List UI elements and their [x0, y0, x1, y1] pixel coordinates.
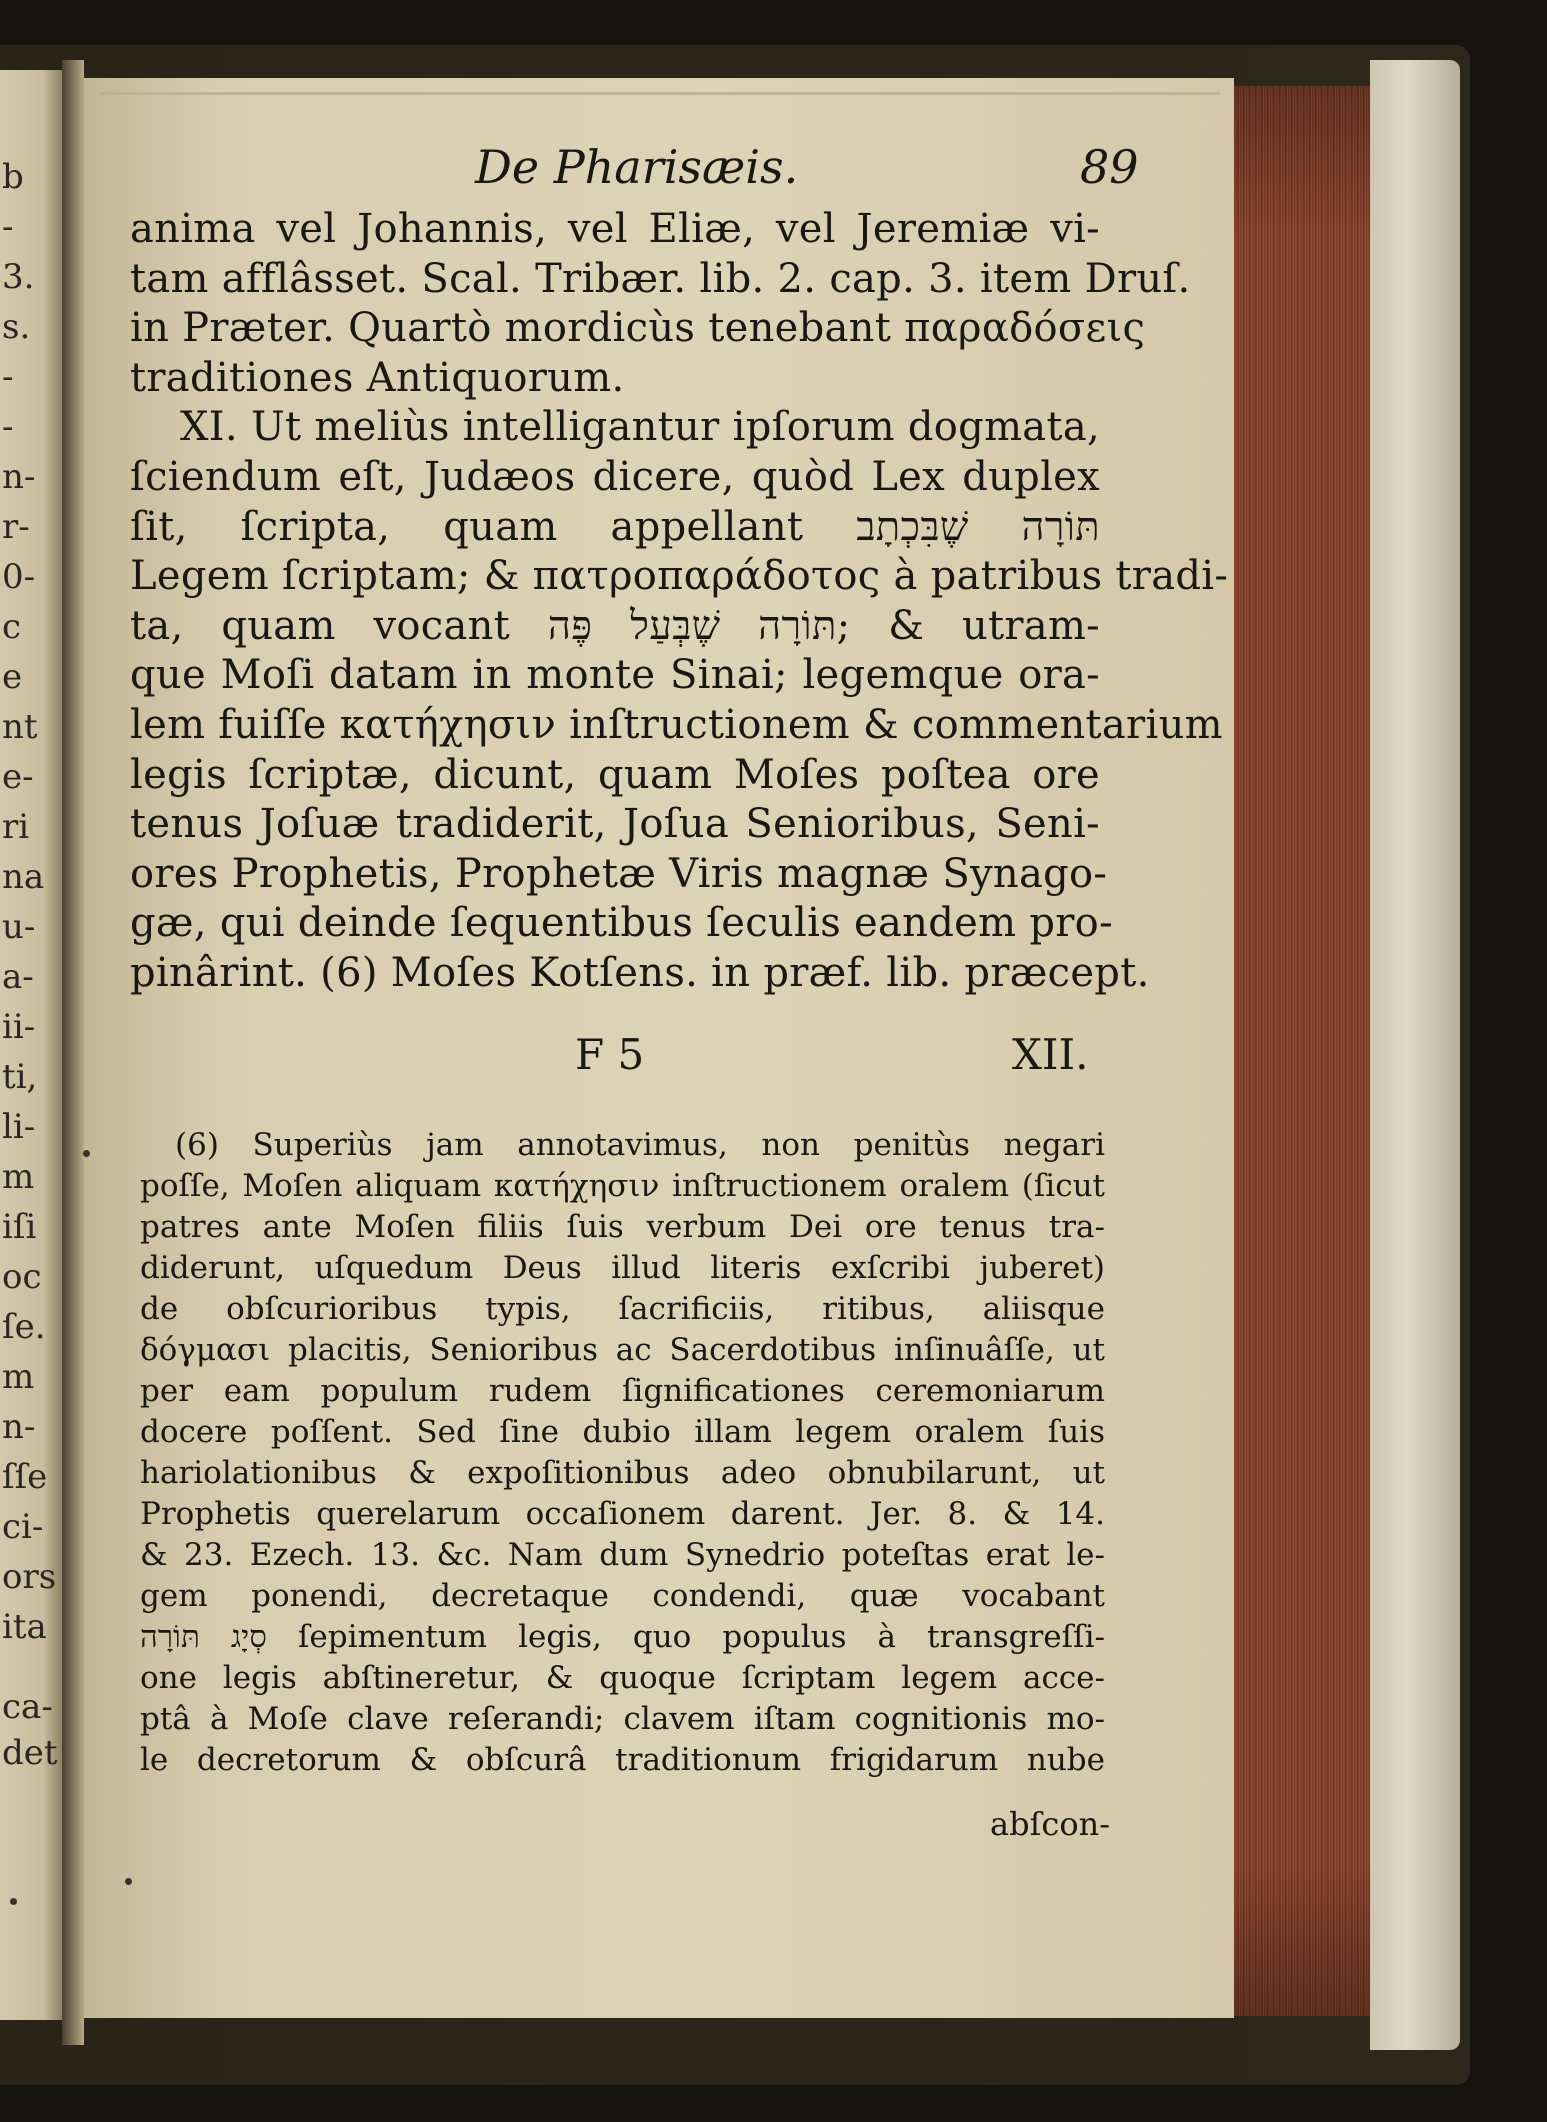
left-page-text-fragment: ſſe — [2, 1457, 48, 1497]
left-page-text-fragment: ci- — [2, 1507, 44, 1547]
running-title: De Pharisæis. — [475, 140, 799, 194]
left-page-text-fragment: oc — [2, 1257, 42, 1297]
book-cover-right — [1370, 60, 1460, 2050]
text-line: XI. Ut meliùs intelligantur ipſorum dogmata, — [180, 404, 1100, 451]
footnote-line: de obſcurioribus typis, ſacrificiis, ritibus, aliisque — [140, 1291, 1105, 1327]
left-page-text-fragment: ri — [2, 807, 30, 847]
text-line: ſit, ſcripta, quam appellant תּוֹרָה שֶׁבִּכְתָב — [130, 503, 1100, 550]
text-line: ores Prophetis, Prophetæ Viris magnæ Synago- — [130, 850, 1108, 897]
signature-mark: F 5 — [575, 1030, 645, 1079]
left-page-text-fragment: r- — [2, 507, 30, 547]
left-page-text-fragment: m — [2, 1357, 35, 1397]
left-page-text-fragment: na — [2, 857, 45, 897]
text-line: pinârint. (6) Moſes Kotſens. in præf. lib. præcept. — [130, 950, 1150, 996]
footnote-line: patres ante Moſen filiis ſuis verbum Dei ore tenus tra- — [140, 1209, 1105, 1245]
footnote-line: poſſe, Moſen aliquam κατήχησιν inſtructionem oralem (ſicut — [140, 1168, 1105, 1204]
left-page-text-fragment: iſi — [2, 1207, 37, 1247]
footnote-line: per eam populum rudem ſignificationes ceremoniarum — [140, 1373, 1105, 1409]
footnote-line: & 23. Ezech. 13. &c. Nam dum Synedrio poteſtas erat le- — [140, 1537, 1105, 1573]
footnote-line: gem ponendi, decretaque condendi, quæ vocabant — [140, 1578, 1105, 1614]
left-page-text-fragment: ii- — [2, 1007, 36, 1047]
ink-speck — [125, 1878, 132, 1885]
text-line: Legem ſcriptam; & πατροπαράδοτος à patribus tradi- — [130, 553, 1229, 600]
left-page-text-fragment: s. — [2, 307, 31, 347]
left-page-text-fragment: e — [2, 657, 23, 697]
footnote-catchword: abſcon- — [990, 1805, 1111, 1843]
catchword: XII. — [1012, 1030, 1089, 1079]
footnote-line: ptâ à Moſe clave reſerandi; clavem iſtam cognitionis mo- — [140, 1701, 1105, 1737]
ink-speck — [83, 1150, 90, 1157]
text-line: tenus Joſuæ tradiderit, Joſua Senioribus, Seni- — [130, 801, 1100, 848]
left-page-text-fragment: n- — [2, 457, 36, 497]
footnote-line: le decretorum & obſcurâ traditionum frigidarum nube — [140, 1742, 1105, 1778]
text-line: traditiones Antiquorum. — [130, 354, 625, 401]
text-line: que Moſi datam in monte Sinai; legemque ora- — [130, 652, 1100, 699]
text-line: ta, quam vocant תּוֹרָה שֶׁבְּעַל פֶּה; & utram- — [130, 602, 1100, 649]
footnote-line: δόγμασι placitis, Senioribus ac Sacerdotibus inſinuâſſe, ut — [140, 1332, 1105, 1368]
left-page-text-fragment: ſe. — [2, 1307, 46, 1347]
footnote-line: (6) Superiùs jam annotavimus, non penitùs negari — [175, 1127, 1105, 1163]
text-line: lem fuiſſe κατήχησιν inſtructionem & commentarium — [130, 702, 1223, 748]
left-page-text-fragment: c — [2, 607, 22, 647]
text-line: tam afflâsset. Scal. Tribær. lib. 2. cap. 3. item Druſ. — [130, 255, 1191, 302]
left-page-text-fragment: u- — [2, 907, 36, 947]
left-page-text-fragment: e- — [2, 757, 34, 797]
left-page-text-fragment: det — [2, 1733, 58, 1773]
page-number: 89 — [1080, 140, 1139, 194]
ink-speck — [10, 1898, 17, 1905]
footnote-line: one legis abſtineretur, & quoque ſcriptam legem acce- — [140, 1660, 1105, 1696]
text-line: ſciendum eſt, Judæos dicere, quòd Lex duplex — [130, 454, 1100, 500]
page-block-shade — [1234, 86, 1370, 2016]
footnote-line: Prophetis querelarum occaſionem darent. Jer. 8. & 14. — [140, 1496, 1105, 1532]
left-page-text-fragment: - — [2, 357, 14, 397]
left-page-text-fragment: ca- — [2, 1687, 53, 1727]
text-line: in Præter. Quartò mordicùs tenebant παραδόσεις — [130, 305, 1146, 352]
footnote-line: docere poſſent. Sed ſine dubio illam legem oralem ſuis — [140, 1414, 1105, 1450]
text-line: gæ, qui deinde ſequentibus ſeculis eandem pro- — [130, 900, 1113, 947]
book-gutter — [62, 60, 84, 2045]
left-page-text-fragment: - — [2, 207, 14, 247]
footnote-line: סְיָג תּוֹרָה ſepimentum legis, quo populus à transgreſſi- — [140, 1619, 1105, 1655]
left-page-edge — [0, 70, 62, 2020]
left-page-text-fragment: ors — [2, 1557, 57, 1597]
footnote-line: diderunt, uſquedum Deus illud literis exſcribi juberet) — [140, 1250, 1105, 1286]
left-page-text-fragment: li- — [2, 1107, 36, 1147]
left-page-text-fragment: 3. — [2, 257, 35, 297]
left-page-text-fragment: b — [2, 157, 24, 197]
footnote-line: hariolationibus & expoſitionibus adeo obnubilarunt, ut — [140, 1455, 1105, 1491]
left-page-text-fragment: ti, — [2, 1057, 38, 1097]
left-page-text-fragment: 0- — [2, 557, 36, 597]
text-line: legis ſcriptæ, dicunt, quam Moſes poſtea ore — [130, 751, 1100, 798]
left-page-text-fragment: a- — [2, 957, 34, 997]
text-line: anima vel Johannis, vel Eliæ, vel Jeremiæ vi- — [130, 206, 1100, 252]
left-page-text-fragment: n- — [2, 1407, 36, 1447]
page-top-edge — [100, 92, 1220, 95]
left-page-text-fragment: m — [2, 1157, 35, 1197]
left-page-text-fragment: - — [2, 407, 14, 447]
left-page-text-fragment: nt — [2, 707, 38, 747]
left-page-text-fragment: ita — [2, 1607, 47, 1647]
